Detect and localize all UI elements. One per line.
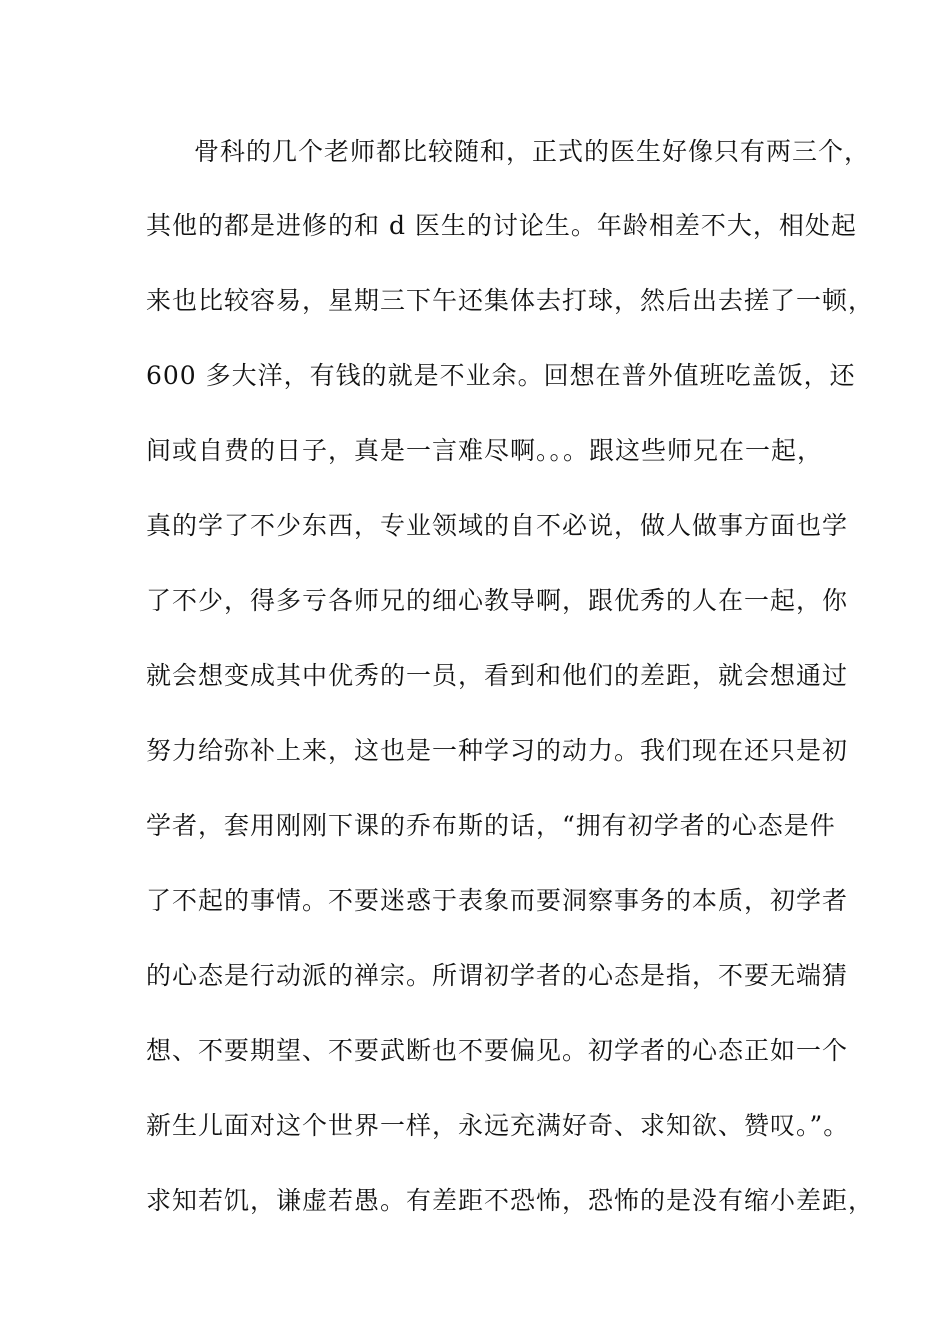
paragraph-line: 想、不要期望、不要武断也不要偏见。初学者的心态正如一个 xyxy=(146,1036,849,1065)
paragraph-line: 新生儿面对这个世界一样，永远充满好奇、求知欲、赞叹。”。 xyxy=(146,1111,850,1140)
paragraph-line: 的心态是行动派的禅宗。所谓初学者的心态是指，不要无端猜 xyxy=(146,961,849,990)
paragraph-line: 间或自费的日子，真是一言难尽啊。。。跟这些师兄在一起， xyxy=(146,436,824,465)
paragraph-line: 学者，套用刚刚下课的乔布斯的话，“拥有初学者的心态是件 xyxy=(146,811,836,840)
paragraph-line: 了不少，得多亏各师兄的细心教导啊，跟优秀的人在一起，你 xyxy=(146,586,849,615)
paragraph-line: 来也比较容易，星期三下午还集体去打球，然后出去搓了一顿， xyxy=(146,286,875,315)
paragraph-line: 努力给弥补上来，这也是一种学习的动力。我们现在还只是初 xyxy=(146,736,849,765)
paragraph-line: 骨科的几个老师都比较随和，正式的医生好像只有两三个， xyxy=(194,137,871,166)
paragraph-line: 了不起的事情。不要迷惑于表象而要洞察事务的本质，初学者 xyxy=(146,886,849,915)
paragraph-line: 600 多大洋，有钱的就是不业余。回想在普外值班吃盖饭，还 xyxy=(146,361,856,390)
paragraph-line: 求知若饥，谦虚若愚。有差距不恐怖，恐怖的是没有缩小差距， xyxy=(146,1186,875,1215)
paragraph-line: 其他的都是进修的和 d 医生的讨论生。年龄相差不大，相处起 xyxy=(146,211,857,240)
paragraph-line: 真的学了不少东西，专业领域的自不必说，做人做事方面也学 xyxy=(146,511,849,540)
paragraph-line: 就会想变成其中优秀的一员，看到和他们的差距，就会想通过 xyxy=(146,661,849,690)
